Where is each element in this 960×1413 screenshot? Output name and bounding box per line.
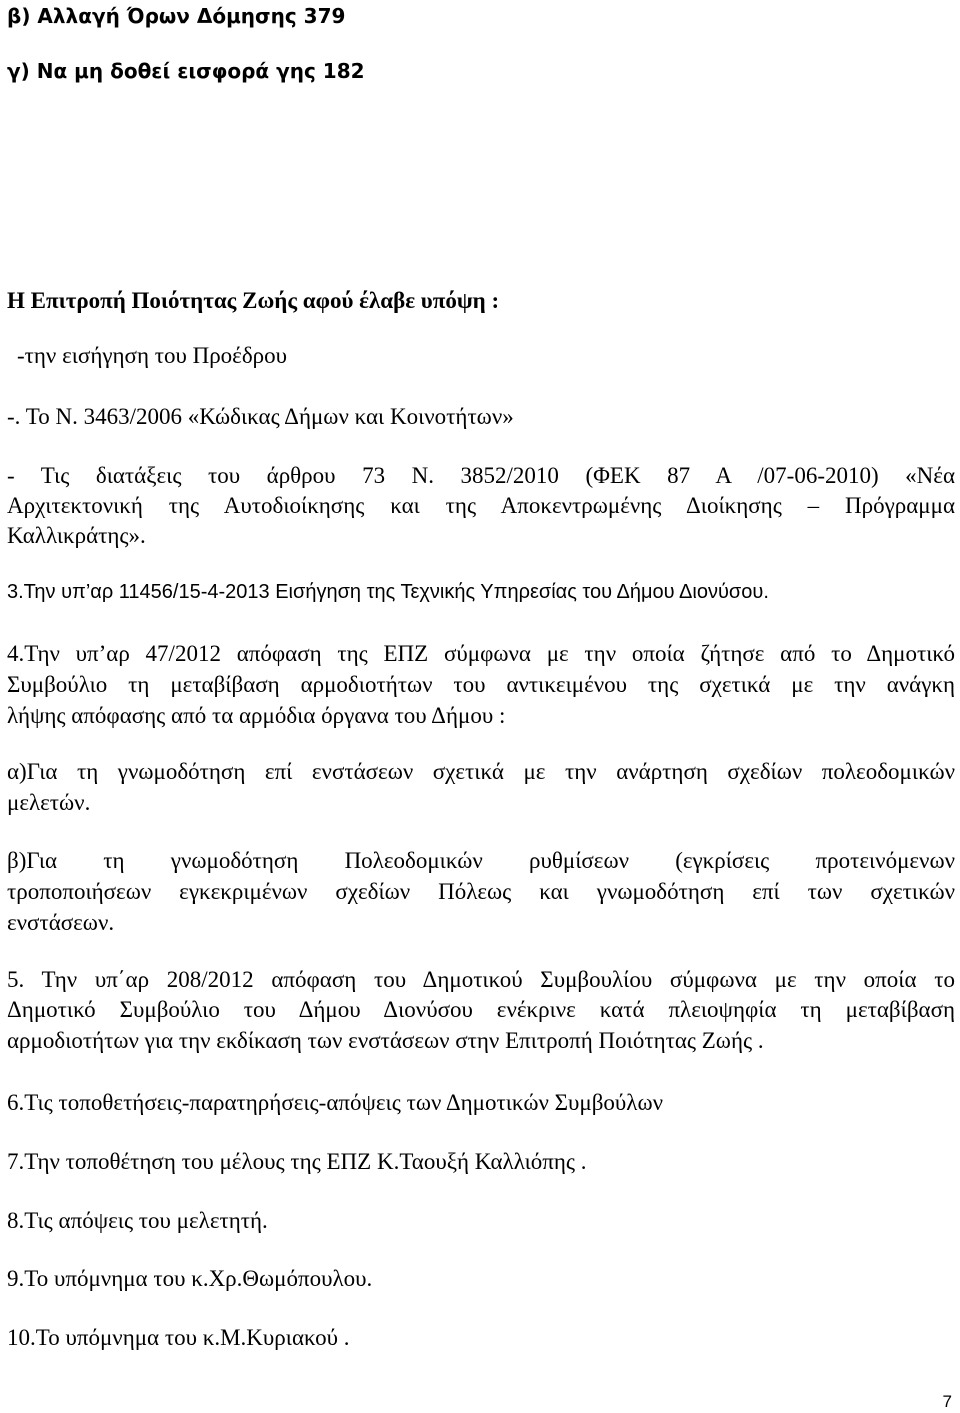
- consideration-law-3852-line3: Καλλικράτης».: [7, 523, 146, 548]
- doc-header-item-c: γ) Να μη δοθεί εισφορά γης 182: [7, 59, 365, 83]
- consideration-law-3463: -. Το Ν. 3463/2006 «Κώδικας Δήμων και Κοινοτήτων»: [7, 404, 514, 429]
- consideration-memo-kyriakou: 10.Το υπόμνημα του κ.Μ.Κυριακού .: [7, 1325, 350, 1350]
- consideration-epz-decision-line2: Συμβούλιο τη μεταβίβαση αρμοδιοτήτων του αντικειμένου της σχετικά με την ανάγκη: [7, 672, 955, 697]
- consideration-epz-decision-line1: 4.Την υπ’αρ 47/2012 απόφαση της ΕΠΖ σύμφωνα με την οποία ζήτησε από το Δημοτικό: [7, 641, 955, 666]
- consideration-council-decision-line3: αρμοδιοτήτων για την εκδίκαση των ενστάσεων στην Επιτροπή Ποιότητας Ζωής .: [7, 1028, 764, 1053]
- consideration-item-b-line3: ενστάσεων.: [7, 910, 115, 935]
- committee-heading: Η Επιτροπή Ποιότητας Ζωής αφού έλαβε υπόψη :: [7, 288, 500, 313]
- consideration-item-b-line2: τροποποιήσεων εγκεκριμένων σχεδίων Πόλεως και γνωμοδότηση επί των σχετικών: [7, 879, 955, 904]
- consideration-council-decision-line1: 5. Την υπ΄αρ 208/2012 απόφαση του Δημοτικού Συμβουλίου σύμφωνα με την οποία το: [7, 967, 955, 992]
- consideration-planner-views: 8.Τις απόψεις του μελετητή.: [7, 1208, 268, 1233]
- page-number: 7: [942, 1392, 952, 1411]
- consideration-law-3852-line2: Αρχιτεκτονική της Αυτοδιοίκησης και της Αποκεντρωμένης Διοίκησης – Πρόγραμμα: [7, 493, 955, 518]
- consideration-item-b-line1: β)Για τη γνωμοδότηση Πολεοδομικών ρυθμίσεων (εγκρίσεις προτεινόμενων: [7, 848, 955, 873]
- consideration-memo-thomopoulos: 9.Το υπόμνημα του κ.Χρ.Θωμόπουλου.: [7, 1266, 373, 1291]
- consideration-councillors-views: 6.Τις τοποθετήσεις-παρατηρήσεις-απόψεις των Δημοτικών Συμβούλων: [7, 1090, 663, 1115]
- consideration-technical-report: 3.Την υπ’αρ 11456/15-4-2013 Εισήγηση της Τεχνικής Υπηρεσίας του Δήμου Διονύσου.: [7, 581, 769, 603]
- consideration-council-decision-line2: Δημοτικό Συμβούλιο του Δήμου Διονύσου ενέκρινε κατά πλειοψηφία τη μεταβίβαση: [7, 997, 955, 1022]
- doc-header-item-b: β) Αλλαγή Όρων Δόμησης 379: [7, 4, 346, 28]
- consideration-item-a-line2: μελετών.: [7, 790, 91, 815]
- consideration-epz-decision-line3: λήψης απόφασης από τα αρμόδια όργανα του Δήμου :: [7, 703, 506, 728]
- consideration-member-position: 7.Την τοποθέτηση του μέλους της ΕΠΖ Κ.Ταουξή Καλλιόπης .: [7, 1149, 587, 1174]
- consideration-proposal: -την εισήγηση του Προέδρου: [17, 343, 288, 368]
- consideration-law-3852-line1: - Τις διατάξεις του άρθρου 73 Ν. 3852/2010 (ΦΕΚ 87 Α /07-06-2010) «Νέα: [7, 463, 955, 488]
- consideration-item-a-line1: α)Για τη γνωμοδότηση επί ενστάσεων σχετικά με την ανάρτηση σχεδίων πολεοδομικών: [7, 759, 955, 784]
